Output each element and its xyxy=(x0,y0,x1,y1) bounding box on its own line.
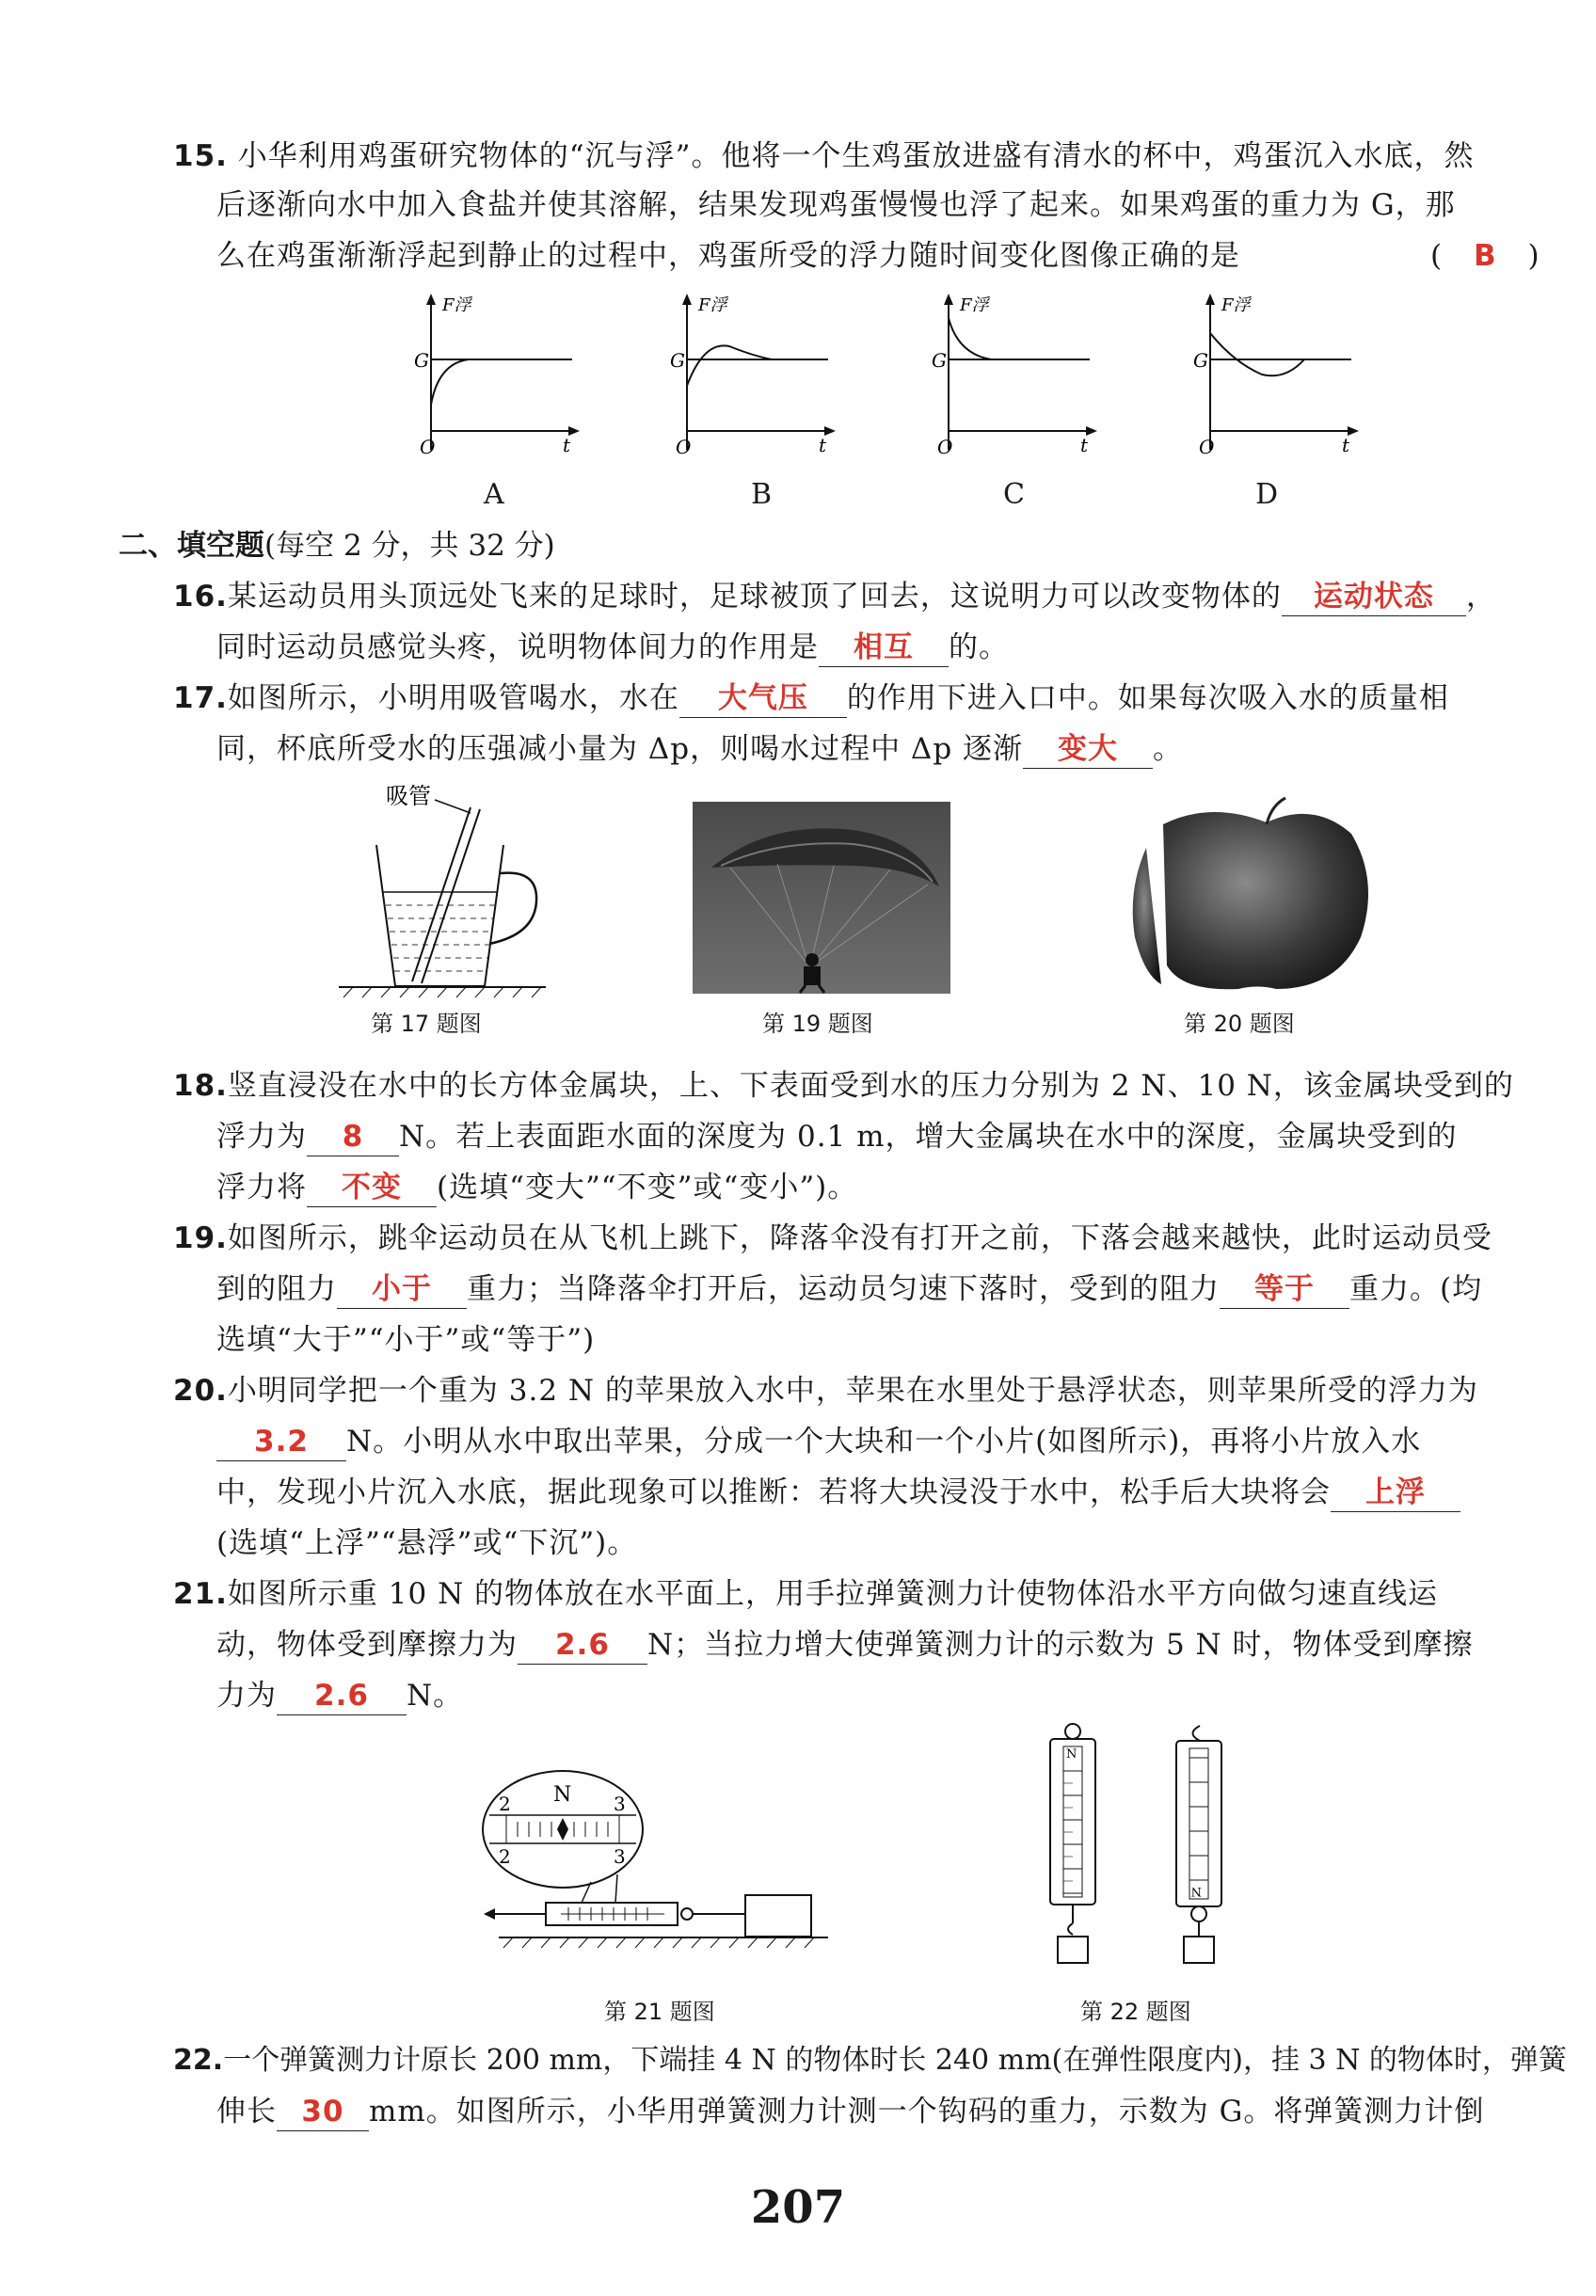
graph-a xyxy=(403,292,591,465)
q20-blank-1[interactable]: 3.2 xyxy=(216,1423,346,1461)
q18-blank-1[interactable]: 8 xyxy=(307,1118,399,1156)
q22-line1 xyxy=(173,2042,1567,2080)
q21-text-3b: N。 xyxy=(407,1679,464,1713)
option-a-label[interactable]: A xyxy=(484,478,504,511)
scale-tick-2-bottom: 2 xyxy=(499,1845,511,1868)
q16-text-1: 某运动员用头顶远处飞来的足球时，足球被顶了回去，这说明力可以改变物体的 xyxy=(227,580,1282,614)
q16-blank-2[interactable]: 相互 xyxy=(819,629,949,667)
q18-line1 xyxy=(173,1067,1514,1105)
figure-22-caption: 第 22 题图 xyxy=(1080,1999,1191,2025)
page-number: 207 xyxy=(750,2181,846,2234)
paren-open: ( xyxy=(1430,239,1444,273)
graph-c-glabel: G xyxy=(932,349,947,372)
option-d-label[interactable]: D xyxy=(1255,478,1279,511)
figure-20-caption: 第 20 题图 xyxy=(1184,1011,1295,1037)
q17-number: 17. xyxy=(173,681,228,715)
graph-a-tlabel: t xyxy=(563,434,571,456)
q15-text-2: 后逐渐向水中加入食盐并使其溶解，结果发现鸡蛋慢慢也浮了起来。如果鸡蛋的重力为 G，那 xyxy=(216,188,1456,222)
figure-19-parachute xyxy=(693,802,950,997)
q15-text-3: 么在鸡蛋渐渐浮起到静止的过程中，鸡蛋所受的浮力随时间变化图像正确的是 xyxy=(216,239,1240,273)
q20-text-2: N。小明从水中取出苹果，分成一个大块和一个小片(如图所示)，再将小片放入水 xyxy=(346,1425,1422,1459)
q16-line1 xyxy=(173,578,1496,616)
q19-text-1: 如图所示，跳伞运动员在从飞机上跳下，降落伞没有打开之前，下落会越来越快，此时运动员受 xyxy=(227,1221,1492,1255)
right-scale-n: N xyxy=(1190,1884,1202,1898)
q19-line1 xyxy=(173,1220,1492,1257)
figure-21-spring-scale xyxy=(480,1763,838,1955)
q20-text-4: (选填“上浮”“悬浮”或“下沉”)。 xyxy=(216,1526,638,1560)
q15-text-1: 小华利用鸡蛋研究物体的“沉与浮”。他将一个生鸡蛋放进盛有清水的杯中，鸡蛋沉入水底，然 xyxy=(237,139,1475,173)
q18-line3 xyxy=(216,1169,857,1207)
graph-a-ylabel: F浮 xyxy=(442,295,471,315)
q22-blank-1[interactable]: 30 xyxy=(277,2093,369,2131)
q15-line3 xyxy=(216,237,1240,275)
q22-line2 xyxy=(216,2093,1484,2131)
q18-text-2b: N。若上表面距水面的深度为 0.1 m，增大金属块在水中的深度，金属块受到的 xyxy=(399,1120,1458,1154)
q22-number: 22. xyxy=(173,2044,224,2077)
q19-line3 xyxy=(216,1321,595,1359)
q18-line2 xyxy=(216,1118,1458,1156)
paren-close: ) xyxy=(1527,239,1540,273)
q20-blank-2[interactable]: 上浮 xyxy=(1331,1474,1460,1512)
q15-line2 xyxy=(216,186,1456,224)
scale-tick-3-top: 3 xyxy=(614,1793,626,1815)
graph-b-svg xyxy=(659,292,847,461)
spring-scale-diagram xyxy=(480,1763,838,1952)
q17-text-1b: 的作用下进入口中。如果每次吸入水的质量相 xyxy=(846,681,1449,715)
left-scale-n: N xyxy=(1066,1747,1077,1762)
figure-19-caption: 第 19 题图 xyxy=(762,1011,873,1037)
q19-blank-2[interactable]: 等于 xyxy=(1220,1270,1349,1309)
option-b-label[interactable]: B xyxy=(751,478,773,511)
q20-number: 20. xyxy=(173,1374,228,1408)
q19-text-2c: 重力。(均 xyxy=(1349,1272,1483,1306)
graph-b-glabel: G xyxy=(670,349,685,372)
section-title: 二、填空题 xyxy=(119,529,264,563)
q17-blank-1[interactable]: 大气压 xyxy=(679,679,847,718)
q15-answer[interactable]: B xyxy=(1473,239,1497,273)
graph-d xyxy=(1182,292,1370,465)
q21-line1 xyxy=(173,1575,1438,1613)
figure-17-cup xyxy=(329,779,555,1009)
q21-number: 21. xyxy=(173,1577,228,1611)
q17-text-2b: 。 xyxy=(1153,732,1184,766)
straw-label: 吸管 xyxy=(386,783,431,809)
figure-20-apple xyxy=(1125,796,1380,997)
q19-number: 19. xyxy=(173,1221,228,1255)
graph-b-tlabel: t xyxy=(819,434,827,456)
q21-text-1: 如图所示重 10 N 的物体放在水平面上，用手拉弹簧测力计使物体沿水平方向做匀速直线运 xyxy=(227,1577,1439,1611)
graph-d-olabel: O xyxy=(1199,436,1215,458)
q18-text-2: 浮力为 xyxy=(216,1120,307,1154)
q18-text-3: 浮力将 xyxy=(216,1171,307,1204)
vertical-spring-scales xyxy=(1035,1720,1252,1974)
graph-b-ylabel: F浮 xyxy=(698,295,727,315)
q19-blank-1[interactable]: 小于 xyxy=(337,1270,467,1309)
graph-b xyxy=(659,292,847,465)
q22-text-2b: mm。如图所示，小华用弹簧测力计测一个钩码的重力，示数为 G。将弹簧测力计倒 xyxy=(369,2095,1485,2129)
q15-answer-paren xyxy=(1430,237,1540,275)
graph-d-ylabel: F浮 xyxy=(1221,295,1251,315)
q20-line4 xyxy=(216,1524,637,1562)
q18-text-1: 竖直浸没在水中的长方体金属块，上、下表面受到水的压力分别为 2 N、10 N，该金属块受到的 xyxy=(227,1069,1514,1103)
scale-n-label: N xyxy=(553,1783,572,1807)
q21-line3 xyxy=(216,1677,463,1715)
q21-blank-2[interactable]: 2.6 xyxy=(277,1677,407,1715)
parachute-photo xyxy=(693,802,950,994)
q20-text-3: 中，发现小片沉入水底，据此现象可以推断：若将大块浸没于水中，松手后大块将会 xyxy=(216,1475,1331,1509)
q18-number: 18. xyxy=(173,1069,228,1103)
q19-text-3: 选填“大于”“小于”或“等于”) xyxy=(216,1323,596,1357)
apple-photo xyxy=(1125,796,1380,994)
graph-c-olabel: O xyxy=(937,436,953,458)
cup-straw-illustration xyxy=(329,779,555,1005)
graph-d-glabel: G xyxy=(1193,349,1208,372)
q20-line3 xyxy=(216,1474,1460,1512)
graph-a-glabel: G xyxy=(414,349,429,372)
q22-text-1: 一个弹簧测力计原长 200 mm，下端挂 4 N 的物体时长 240 mm(在弹性限度内)，挂 3 N 的物体时，弹簧 xyxy=(223,2044,1567,2077)
q19-line2 xyxy=(216,1270,1482,1309)
scale-tick-3-bottom: 3 xyxy=(614,1845,626,1868)
q20-line1 xyxy=(173,1372,1478,1410)
q16-text-1b: ， xyxy=(1465,580,1496,614)
graph-d-tlabel: t xyxy=(1342,434,1350,456)
q22-text-2: 伸长 xyxy=(216,2095,277,2129)
option-c-label[interactable]: C xyxy=(1003,478,1025,511)
q20-text-1: 小明同学把一个重为 3.2 N 的苹果放入水中，苹果在水里处于悬浮状态，则苹果所受的浮力为 xyxy=(227,1374,1478,1408)
q16-blank-1[interactable]: 运动状态 xyxy=(1282,578,1466,616)
graph-a-svg xyxy=(403,292,591,461)
scale-tick-2-top: 2 xyxy=(499,1793,511,1815)
q21-line2 xyxy=(216,1626,1474,1665)
section-note: (每空 2 分，共 32 分) xyxy=(264,529,555,563)
q21-text-2: 动，物体受到摩擦力为 xyxy=(216,1628,518,1662)
figure-22-spring-scales xyxy=(1035,1720,1252,1978)
q19-text-2: 到的阻力 xyxy=(216,1272,337,1306)
graph-c-svg xyxy=(920,292,1109,461)
q16-text-2: 同时运动员感觉头疼，说明物体间力的作用是 xyxy=(216,630,819,664)
graph-c-tlabel: t xyxy=(1080,434,1089,456)
q20-line2 xyxy=(216,1423,1421,1461)
q16-text-2b: 的。 xyxy=(949,630,1009,664)
q15-number: 15. xyxy=(173,139,228,173)
graph-d-svg xyxy=(1182,292,1370,461)
figure-17-caption: 第 17 题图 xyxy=(371,1011,482,1037)
q18-text-3b: (选填“变大”“不变”或“变小”)。 xyxy=(437,1171,858,1204)
q17-text-1: 如图所示，小明用吸管喝水，水在 xyxy=(227,681,679,715)
q17-line1 xyxy=(173,679,1449,718)
graph-c-ylabel: F浮 xyxy=(960,295,989,315)
q17-blank-2[interactable]: 变大 xyxy=(1023,730,1153,769)
q19-text-2b: 重力；当降落伞打开后，运动员匀速下落时，受到的阻力 xyxy=(467,1272,1220,1306)
q21-text-3: 力为 xyxy=(216,1679,277,1713)
q18-blank-2[interactable]: 不变 xyxy=(307,1169,437,1207)
section-fill-in-blank xyxy=(119,527,555,565)
graph-c xyxy=(920,292,1109,465)
q21-text-2b: N；当拉力增大使弹簧测力计的示数为 5 N 时，物体受到摩擦 xyxy=(647,1628,1474,1662)
q17-line2 xyxy=(216,730,1183,769)
graph-a-olabel: O xyxy=(420,436,436,458)
figure-21-caption: 第 21 题图 xyxy=(604,1999,715,2025)
q15-line1 xyxy=(173,137,1474,175)
q16-line2 xyxy=(216,629,1009,667)
graph-b-olabel: O xyxy=(676,436,692,458)
q21-blank-1[interactable]: 2.6 xyxy=(518,1626,647,1665)
q16-number: 16. xyxy=(173,580,228,614)
q17-text-2: 同，杯底所受水的压强减小量为 Δp，则喝水过程中 Δp 逐渐 xyxy=(216,732,1024,766)
